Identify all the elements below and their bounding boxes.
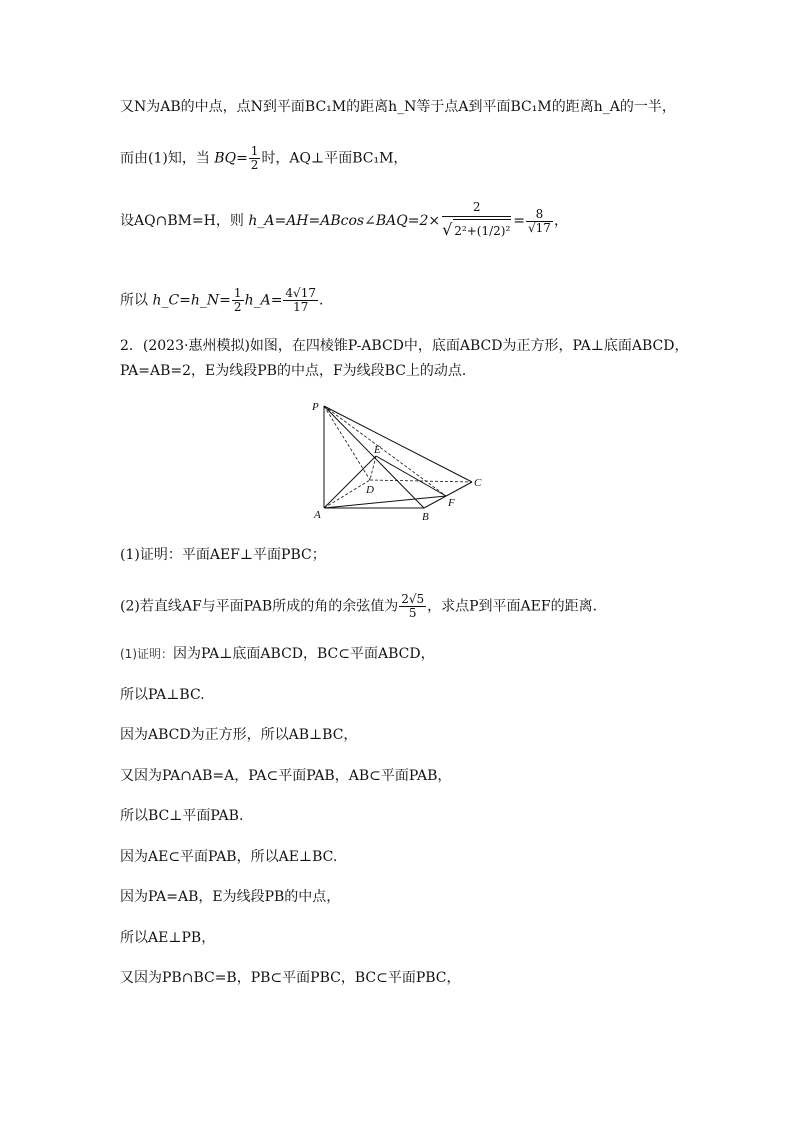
solution-line-6: 因为AE⊂平面PAB，所以AE⊥BC.: [120, 849, 338, 865]
fraction-half-ha: $\frac{1}{2}$: [233, 286, 242, 314]
label-E: E: [374, 444, 381, 456]
line-4-mid: h_C=h_N=: [152, 292, 231, 309]
line-3-eq: =: [513, 213, 526, 229]
line-4-tail: .: [318, 292, 324, 309]
label-D: D: [366, 484, 374, 496]
solution-line-8: 所以AE⊥PB，: [120, 930, 216, 946]
fraction-one-half: $\frac{1}{2}$: [250, 144, 259, 172]
solution-line-2: 所以PA⊥BC.: [120, 687, 205, 703]
line-4-pre: 所以: [120, 292, 148, 309]
solution-line-5: 所以BC⊥平面PAB.: [120, 808, 244, 824]
edge-PF: [324, 406, 446, 496]
edge-EF: [376, 456, 446, 496]
line-2-post: 时，AQ⊥平面BC₁M，: [261, 150, 408, 167]
line-3-tail: ，: [553, 213, 568, 229]
line-4-ha: h_A=: [244, 292, 283, 309]
proof-label: (1)证明：: [120, 647, 173, 661]
text-line-3: [120, 200, 568, 242]
line-2-eq: =: [236, 150, 248, 167]
text-line-2: [120, 145, 407, 172]
line-3-mid: h_A=AH=ABcos∠BAQ=2×: [248, 213, 441, 229]
solution-line-4: 又因为PA∩AB=A，PA⊂平面PAB，AB⊂平面PAB，: [120, 768, 452, 784]
text-line-4: [120, 287, 323, 314]
line-2-pre: 而由(1)知，当: [120, 150, 210, 167]
label-B: B: [422, 511, 429, 523]
part-2-question: (2)若直线AF与平面PAB所成的角的余弦值为 $\frac{2√5}{5}$ ，求点P到平面AEF的距离．: [120, 592, 607, 620]
solution-line-7: 因为PA=AB，E为线段PB的中点，: [120, 889, 341, 905]
line-2-bq: BQ: [214, 150, 237, 167]
line-1-text: 又N为AB的中点，点N到平面BC₁M的距离h_N等于点A到平面BC₁M的距离h_A的一半，: [120, 99, 676, 115]
text-line-1: [120, 97, 676, 117]
label-C: C: [474, 477, 482, 489]
solution-line-3: 因为ABCD为正方形，所以AB⊥BC，: [120, 727, 358, 743]
fraction-cos-formula: $\frac{2}{\text{√ 2²+(1/2)²}}$: [442, 200, 511, 242]
pyramid-figure: [310, 398, 490, 523]
part-1-question: (1)证明：平面AEF⊥平面PBC；: [120, 547, 326, 563]
fraction-8-over-root17: $\frac{8}{√17}$: [528, 206, 551, 235]
question-2-line-b: PA=AB=2，E为线段PB的中点，F为线段BC上的动点．: [120, 363, 476, 379]
solution-line-1: (1)证明：因为PA⊥底面ABCD，BC⊂平面ABCD，: [120, 646, 435, 662]
line-3-pre: 设AQ∩BM=H，则: [120, 213, 244, 229]
edge-AE: [324, 456, 376, 508]
edge-PC: [324, 406, 472, 482]
label-F: F: [448, 497, 455, 509]
fraction-2root5-over-5: $\frac{2√5}{5}$: [401, 592, 425, 620]
label-P: P: [312, 401, 319, 413]
question-2-line-a: 2．(2023·惠州模拟)如图，在四棱锥P-ABCD中，底面ABCD为正方形，PA⊥底面ABCD，: [120, 338, 689, 354]
solution-line-9: 又因为PB∩BC=B，PB⊂平面PBC，BC⊂平面PBC，: [120, 970, 461, 986]
label-A: A: [314, 509, 321, 521]
fraction-4root17-over-17: $\frac{4√17}{17}$: [285, 286, 316, 314]
